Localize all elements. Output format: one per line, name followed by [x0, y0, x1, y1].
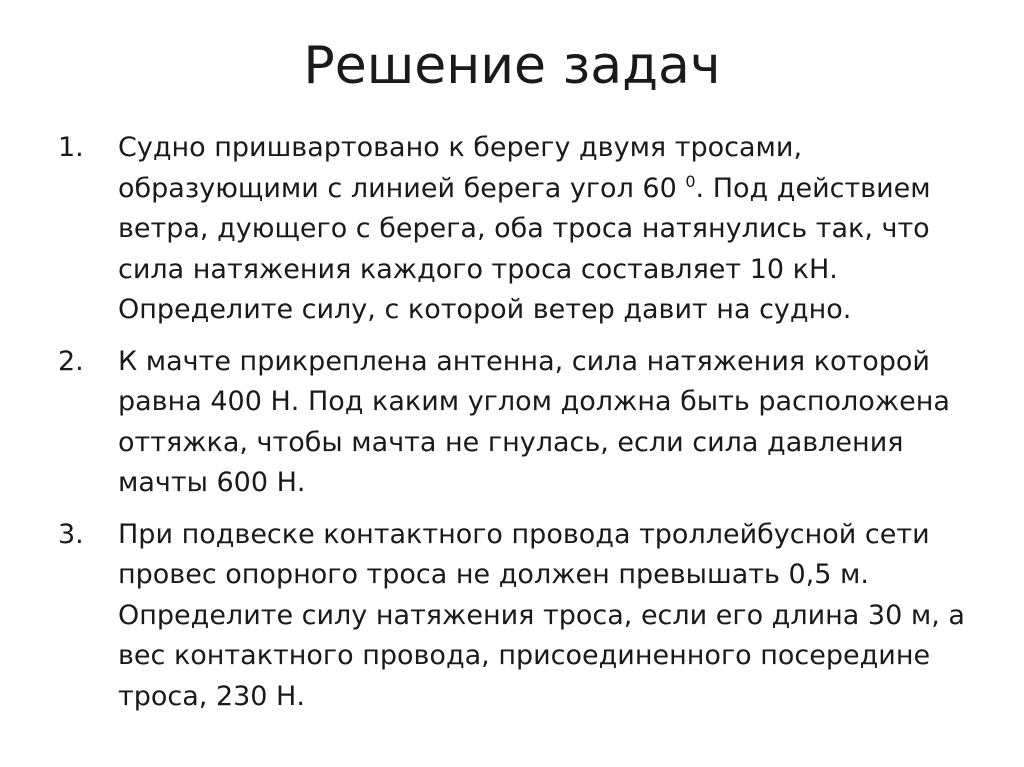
problem-text-line: Определите силу, с которой ветер давит на судно.: [118, 294, 852, 325]
problem-text-line: вес контактного провода, присоединенного посередине: [118, 640, 931, 671]
problem-list: [58, 128, 978, 728]
problem-text-segment: . Под действием: [695, 172, 931, 204]
problem-item-2: [58, 342, 978, 504]
problem-text-line: мачты 600 Н.: [118, 467, 306, 498]
problem-text-line: К мачте прикреплена антенна, сила натяжения которой: [118, 345, 930, 377]
problem-text-line: Определите силу натяжения троса, если его длина 30 м, а: [118, 599, 965, 631]
problem-item-3: [58, 515, 978, 718]
problem-text-line: оттяжка, чтобы мачта не гнулась, если сила давления: [118, 426, 904, 458]
problem-text-line: При подвеске контактного провода троллейбусной сети: [118, 518, 930, 550]
problem-text-line: равна 400 Н. Под каким углом должна быть расположена: [118, 386, 950, 417]
problem-text-line: ветра, дующего с берега, оба троса натянулись так, что: [118, 213, 930, 244]
problem-text-line: Судно пришвартовано к берегу двумя тросами,: [118, 132, 803, 163]
problem-number: 1.: [58, 132, 84, 163]
problem-number: 3.: [58, 518, 84, 550]
degree-superscript: 0: [685, 171, 696, 191]
problem-text-segment: образующими с линией берега угол 60: [118, 172, 686, 204]
problem-item-1: [58, 128, 978, 331]
slide-title: Решение задач: [303, 36, 721, 96]
problem-text-line: провес опорного троса не должен превышать 0,5 м.: [118, 559, 869, 590]
problem-number: 2.: [58, 345, 84, 377]
problem-text-line: троса, 230 Н.: [118, 680, 305, 712]
problem-text-line: [118, 169, 978, 210]
problem-text-line: сила натяжения каждого троса составляет 10 кН.: [118, 253, 838, 285]
